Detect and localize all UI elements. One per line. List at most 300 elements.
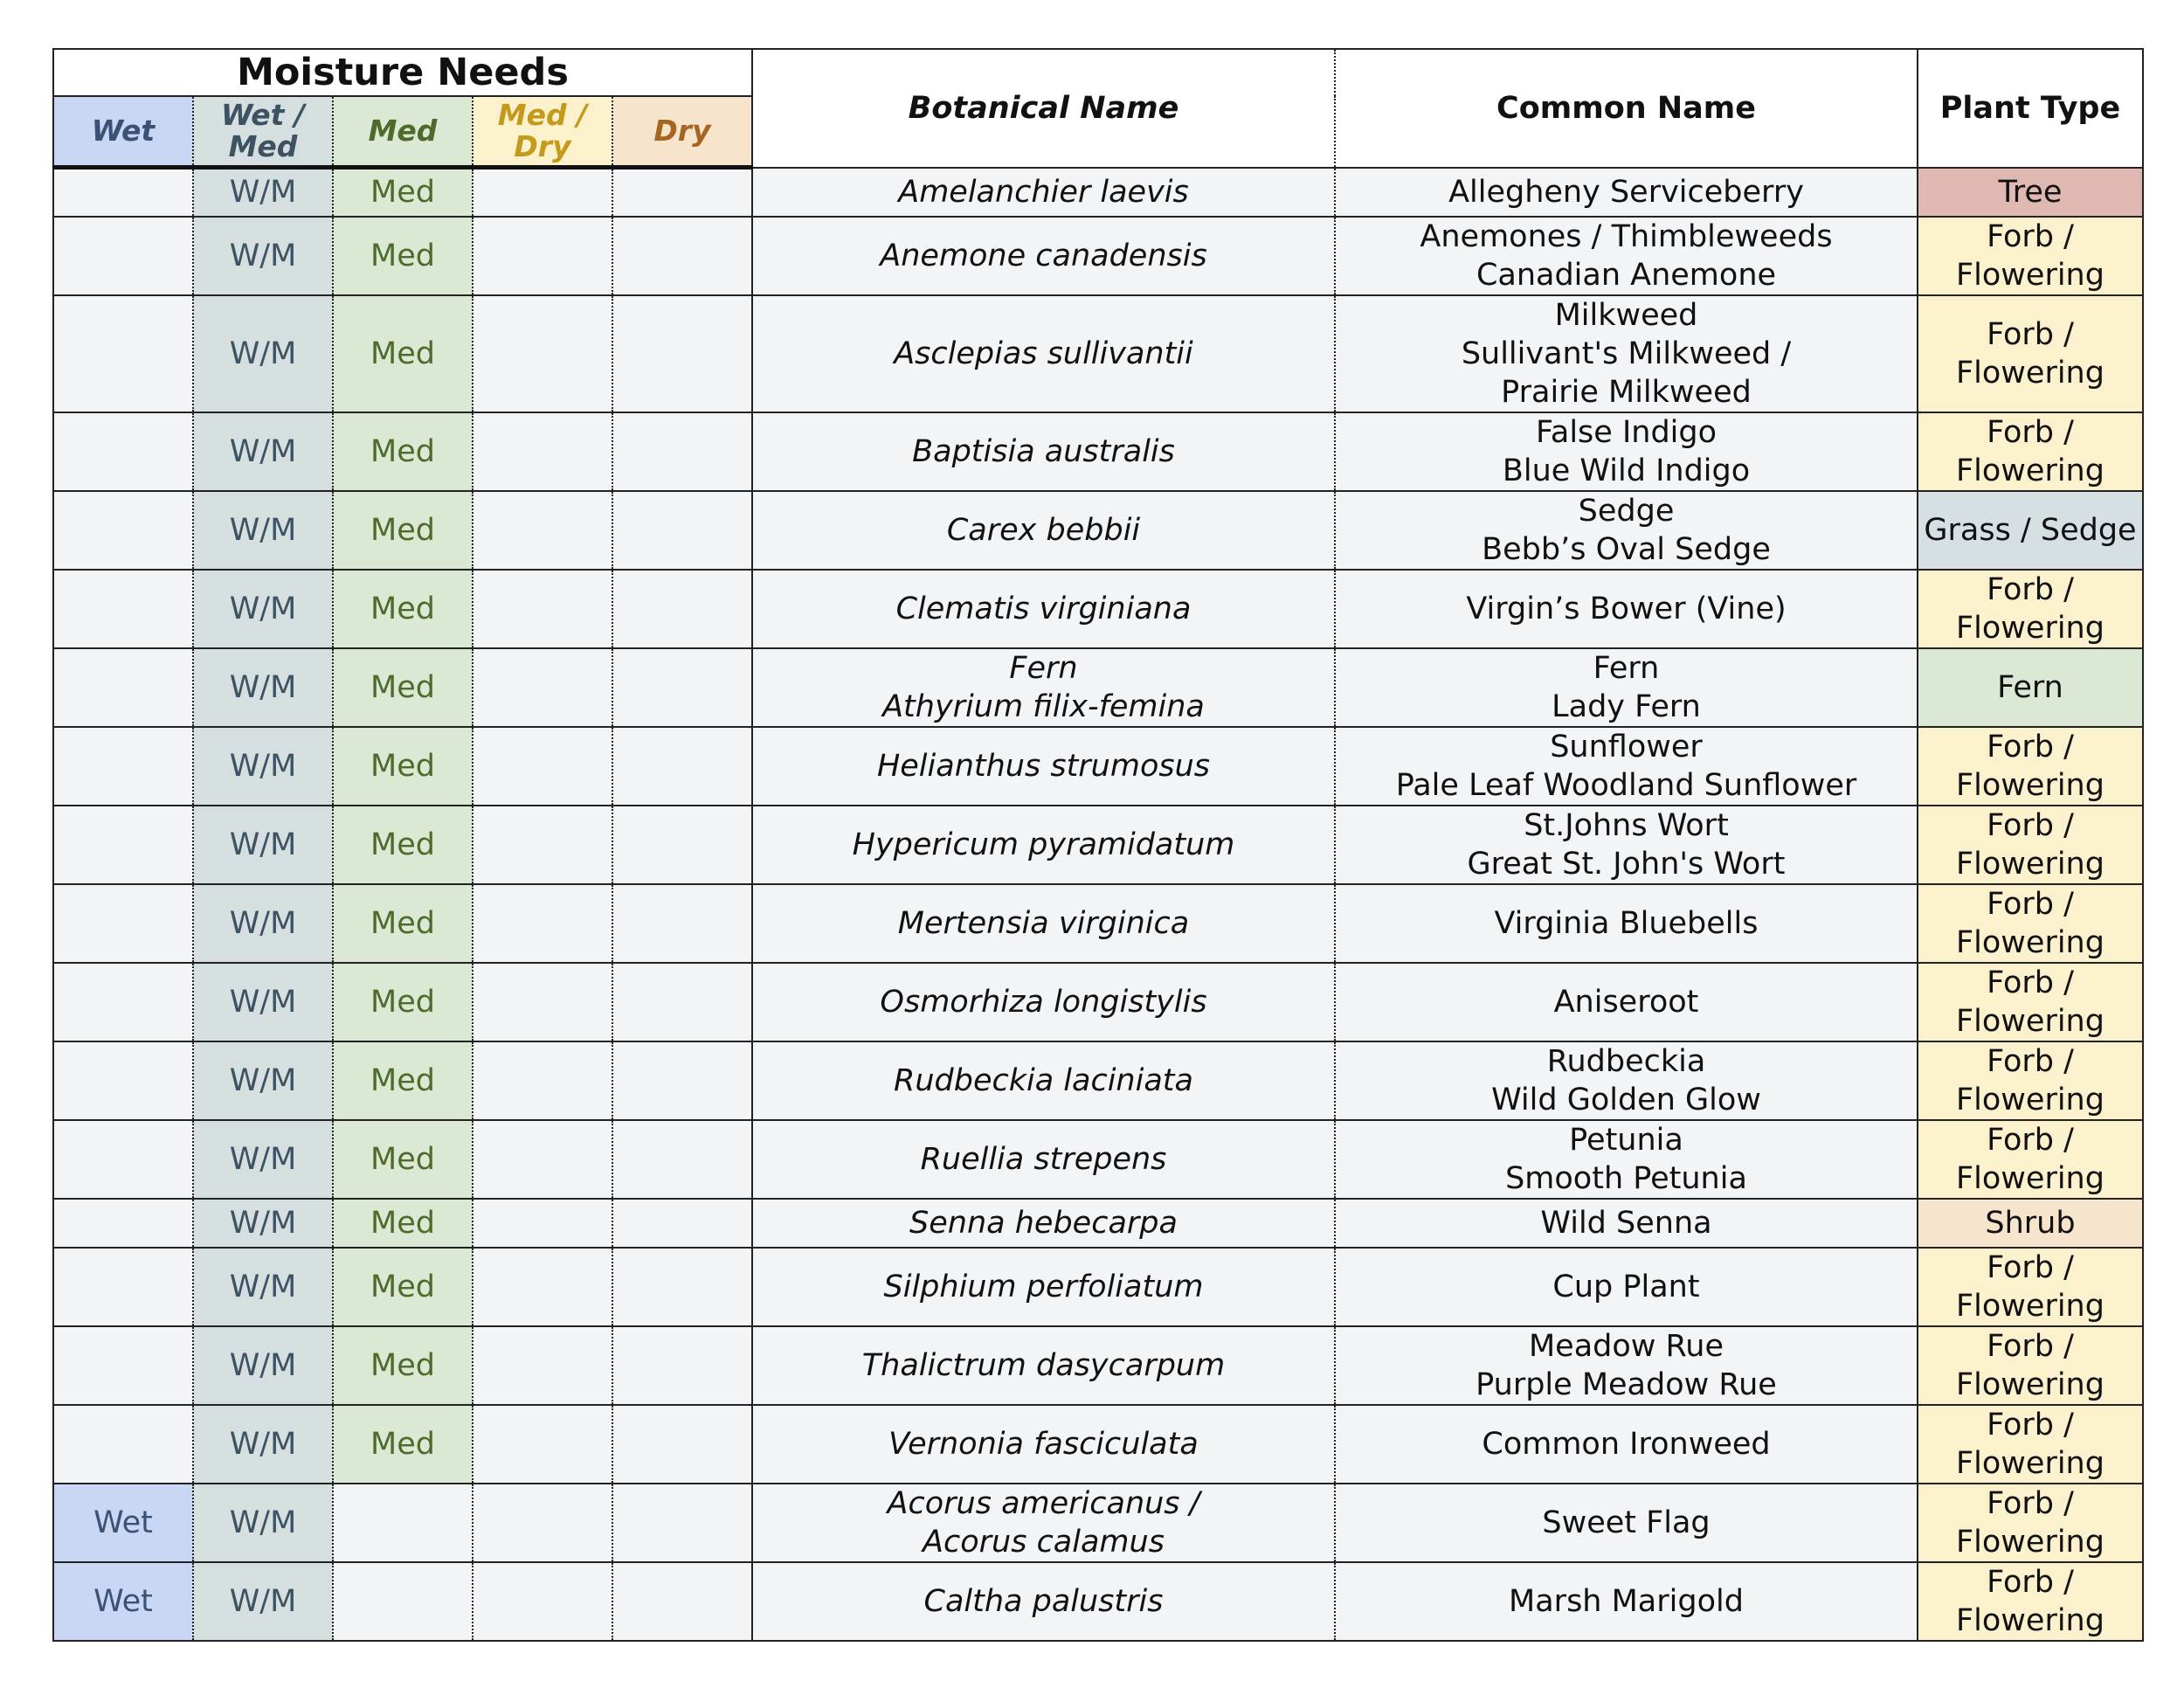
plant-type-cell-text: Flowering [1956, 610, 2105, 646]
wet-cell [53, 806, 193, 884]
med-cell [333, 1120, 473, 1199]
med-cell [333, 1041, 473, 1120]
med-cell-text: Med [370, 905, 435, 941]
med-dry-cell [473, 727, 612, 806]
dry-cell [612, 217, 752, 295]
botanical-name-cell-text: Helianthus strumosus [876, 748, 1211, 784]
common-name-cell-text: Purple Meadow Rue [1476, 1366, 1777, 1402]
common-name-cell-text: Rudbeckia [1546, 1043, 1706, 1079]
common-name-cell-text: Virgin’s Bower (Vine) [1466, 591, 1787, 626]
med-dry-cell [473, 412, 612, 491]
med-cell-text: Med [370, 1347, 435, 1383]
plant-type-cell-text: Shrub [1985, 1205, 2076, 1241]
wet-med-cell [193, 727, 333, 806]
wet-cell [53, 1199, 193, 1248]
common-name-cell [1335, 963, 1918, 1041]
med-dry-cell [473, 1484, 612, 1562]
common-name-cell [1335, 1562, 1918, 1641]
wet-cell [53, 295, 193, 412]
med-dry-cell [473, 295, 612, 412]
common-name-cell [1335, 1248, 1918, 1326]
botanical-name-cell [752, 217, 1335, 295]
plant-type-cell-text: Forb / [1987, 1407, 2074, 1442]
dry-cell [612, 295, 752, 412]
dry-cell [612, 1484, 752, 1562]
botanical-name-cell [752, 1120, 1335, 1199]
botanical-name-cell [752, 806, 1335, 884]
plant-moisture-table [52, 48, 2144, 1642]
table-row [53, 1248, 2143, 1326]
med-cell-text: Med [370, 748, 435, 784]
wet-med-cell [193, 412, 333, 491]
med-dry-cell [473, 1120, 612, 1199]
common-name-cell [1335, 1326, 1918, 1405]
plant-type-cell-text: Forb / [1987, 729, 2074, 764]
dry-cell [612, 412, 752, 491]
med-dry-cell [473, 963, 612, 1041]
plant-type-cell-text: Forb / [1987, 1249, 2074, 1285]
common-name-cell [1335, 1041, 1918, 1120]
common-name-cell-text: Allegheny Serviceberry [1448, 174, 1804, 210]
common-name-cell-text: Sunflower [1550, 729, 1703, 764]
plant-rows [53, 168, 2143, 1641]
wet-cell [53, 963, 193, 1041]
plant-type-cell [1918, 1248, 2143, 1326]
plant-type-cell-text: Flowering [1956, 1366, 2105, 1402]
common-name-cell-text: Sweet Flag [1542, 1505, 1711, 1540]
wet-cell-text: Wet [93, 1505, 153, 1540]
wet-med-cell [193, 295, 333, 412]
plant-type-cell-text: Forb / [1987, 965, 2074, 1000]
med-dry-cell [473, 1199, 612, 1248]
wet-med-cell-text: W/M [229, 1141, 297, 1177]
common-name-cell-text: Bebb’s Oval Sedge [1482, 531, 1771, 567]
wet-med-cell [193, 1405, 333, 1484]
med-dry-cell [473, 491, 612, 570]
med-cell-text: Med [370, 1269, 435, 1304]
plant-type-cell [1918, 1041, 2143, 1120]
common-name-cell-text: Virginia Bluebells [1494, 905, 1759, 941]
table-row [53, 1562, 2143, 1641]
botanical-name-cell-text: Anemone canadensis [880, 238, 1207, 273]
wet-cell [53, 1326, 193, 1405]
botanical-name-cell [752, 295, 1335, 412]
common-name-cell-text: Blue Wild Indigo [1502, 453, 1751, 488]
wet-med-cell [193, 1041, 333, 1120]
wet-med-cell-text: W/M [229, 238, 297, 273]
common-name-cell-text: Sullivant's Milkweed / [1461, 336, 1792, 371]
table-row [53, 806, 2143, 884]
med-cell [333, 1562, 473, 1641]
wet-med-cell-text: W/M [229, 669, 297, 705]
plant-type-cell [1918, 1484, 2143, 1562]
wet-cell-text: Wet [93, 1583, 153, 1619]
plant-type-cell [1918, 570, 2143, 648]
plant-type-cell-text: Flowering [1956, 355, 2105, 391]
med-cell [333, 727, 473, 806]
common-name-cell-text: Meadow Rue [1528, 1328, 1724, 1364]
med-cell [333, 295, 473, 412]
common-name-cell [1335, 884, 1918, 963]
med-cell-text: Med [370, 1141, 435, 1177]
common-name-cell-text: Wild Golden Glow [1491, 1082, 1761, 1117]
wet-cell [53, 727, 193, 806]
common-name-cell-text: Milkweed [1554, 297, 1698, 333]
common-name-cell-text: Prairie Milkweed [1501, 374, 1752, 410]
dry-cell [612, 491, 752, 570]
dry-cell [612, 1120, 752, 1199]
wet-med-cell [193, 1199, 333, 1248]
plant-type-cell-text: Flowering [1956, 1003, 2105, 1039]
med-dry-cell [473, 168, 612, 217]
med-cell-text: Med [370, 984, 435, 1020]
botanical-name-cell [752, 491, 1335, 570]
botanical-name-cell-text: Athyrium filix-femina [882, 688, 1205, 724]
common-name-cell-text: Smooth Petunia [1505, 1160, 1747, 1196]
dry-cell [612, 884, 752, 963]
wet-med-cell [193, 648, 333, 727]
plant-type-cell [1918, 1405, 2143, 1484]
med-cell-text: Med [370, 238, 435, 273]
dry-cell [612, 1405, 752, 1484]
common-name-cell-text: Common Ironweed [1482, 1426, 1771, 1462]
table-row [53, 1199, 2143, 1248]
plant-type-cell-text: Flowering [1956, 767, 2105, 803]
table-row [53, 884, 2143, 963]
wet-med-cell-text: W/M [229, 1583, 297, 1619]
plant-type-cell-text: Forb / [1987, 1564, 2074, 1600]
botanical-name-cell [752, 412, 1335, 491]
botanical-name-cell-text: Senna hebecarpa [909, 1205, 1178, 1241]
med-dry-cell [473, 884, 612, 963]
botanical-name-cell [752, 168, 1335, 217]
plant-type-cell [1918, 491, 2143, 570]
common-name-cell-text: Lady Fern [1552, 688, 1701, 724]
wet-med-cell-text: W/M [229, 748, 297, 784]
plant-type-cell [1918, 884, 2143, 963]
plant-type-cell-text: Flowering [1956, 453, 2105, 488]
common-name-cell-text: Petunia [1569, 1122, 1683, 1158]
med-cell [333, 963, 473, 1041]
med-cell-text: Med [370, 827, 435, 862]
med-cell [333, 1405, 473, 1484]
wet-med-cell [193, 168, 333, 217]
plant-type-cell-text: Flowering [1956, 1288, 2105, 1324]
table-row [53, 727, 2143, 806]
med-cell [333, 1199, 473, 1248]
wet-med-cell-text: W/M [229, 984, 297, 1020]
plant-type-cell-text: Forb / [1987, 886, 2074, 922]
dry-cell [612, 963, 752, 1041]
wet-cell [53, 1120, 193, 1199]
med-cell-text: Med [370, 433, 435, 469]
botanical-name-cell-text: Thalictrum dasycarpum [861, 1347, 1226, 1383]
table-row [53, 295, 2143, 412]
med-dry-header: Med / Dry [473, 96, 612, 168]
botanical-name-cell-text: Ruellia strepens [920, 1141, 1167, 1177]
med-cell [333, 1326, 473, 1405]
botanical-name-cell-text: Vernonia fasciculata [888, 1426, 1199, 1462]
table-row [53, 168, 2143, 217]
botanical-name-cell-text: Hypericum pyramidatum [852, 827, 1235, 862]
plant-type-cell-text: Forb / [1987, 218, 2074, 254]
wet-cell [53, 412, 193, 491]
botanical-name-cell-text: Rudbeckia laciniata [894, 1062, 1193, 1098]
botanical-name-cell [752, 1199, 1335, 1248]
plant-type-header: Plant Type [1918, 49, 2143, 168]
plant-type-cell [1918, 1326, 2143, 1405]
wet-med-cell-text: W/M [229, 905, 297, 941]
botanical-name-cell [752, 570, 1335, 648]
common-name-cell-text: Aniseroot [1553, 984, 1699, 1020]
med-cell [333, 648, 473, 727]
wet-med-cell-text: W/M [229, 1062, 297, 1098]
wet-med-cell [193, 1248, 333, 1326]
wet-med-header: Wet / Med [193, 96, 333, 168]
plant-type-cell-text: Flowering [1956, 1082, 2105, 1117]
plant-type-cell [1918, 168, 2143, 217]
plant-type-cell [1918, 295, 2143, 412]
botanical-name-cell-text: Amelanchier laevis [898, 174, 1189, 210]
common-name-cell [1335, 1120, 1918, 1199]
med-cell [333, 217, 473, 295]
dry-cell [612, 168, 752, 217]
plant-type-cell-text: Forb / [1987, 1122, 2074, 1158]
table-row [53, 1405, 2143, 1484]
wet-med-cell [193, 1484, 333, 1562]
plant-type-cell [1918, 1120, 2143, 1199]
common-name-cell-text: St.Johns Wort [1524, 807, 1729, 843]
common-name-cell [1335, 168, 1918, 217]
med-dry-cell [473, 648, 612, 727]
common-name-cell-text: Anemones / Thimbleweeds [1420, 218, 1833, 254]
med-cell-text: Med [370, 669, 435, 705]
dry-cell [612, 1199, 752, 1248]
med-cell [333, 806, 473, 884]
plant-type-cell-text: Forb / [1987, 571, 2074, 607]
common-name-cell-text: Canadian Anemone [1476, 257, 1777, 293]
plant-type-cell-text: Forb / [1987, 807, 2074, 843]
wet-med-cell [193, 963, 333, 1041]
common-name-cell [1335, 491, 1918, 570]
table-row [53, 963, 2143, 1041]
med-dry-cell [473, 1405, 612, 1484]
wet-med-cell-text: W/M [229, 1205, 297, 1241]
dry-cell [612, 1562, 752, 1641]
botanical-name-cell-text: Asclepias sullivantii [894, 336, 1193, 371]
plant-type-cell-text: Flowering [1956, 1160, 2105, 1196]
table-row [53, 648, 2143, 727]
common-name-header: Common Name [1335, 49, 1918, 168]
med-cell [333, 884, 473, 963]
moisture-needs-title: Moisture Needs [53, 49, 752, 96]
plant-type-cell-text: Forb / [1987, 1485, 2074, 1521]
wet-med-cell-text: W/M [229, 175, 297, 211]
botanical-name-cell [752, 1326, 1335, 1405]
wet-med-cell-text: W/M [229, 827, 297, 862]
table-row [53, 217, 2143, 295]
table-row [53, 412, 2143, 491]
botanical-name-cell-text: Clematis virginiana [895, 591, 1192, 626]
wet-cell [53, 1248, 193, 1326]
med-dry-cell [473, 1326, 612, 1405]
common-name-cell-text: Pale Leaf Woodland Sunflower [1395, 767, 1857, 803]
common-name-cell [1335, 727, 1918, 806]
med-header: Med [333, 96, 473, 168]
wet-cell [53, 884, 193, 963]
wet-med-cell-text: W/M [229, 1505, 297, 1540]
wet-cell [53, 1484, 193, 1562]
wet-med-cell [193, 1562, 333, 1641]
med-cell [333, 1484, 473, 1562]
table-row [53, 1041, 2143, 1120]
botanical-name-cell-text: Carex bebbii [946, 512, 1141, 548]
dry-cell [612, 727, 752, 806]
wet-cell [53, 648, 193, 727]
plant-type-cell-text: Tree [1998, 174, 2063, 210]
med-cell-text: Med [370, 591, 435, 626]
plant-type-cell [1918, 217, 2143, 295]
botanical-name-cell-text: Mertensia virginica [897, 905, 1190, 941]
plant-type-cell [1918, 1199, 2143, 1248]
med-cell [333, 168, 473, 217]
table-row [53, 491, 2143, 570]
botanical-name-header: Botanical Name [752, 49, 1335, 168]
wet-cell [53, 1041, 193, 1120]
table-row [53, 1484, 2143, 1562]
wet-med-cell [193, 1120, 333, 1199]
plant-type-cell-text: Flowering [1956, 257, 2105, 293]
botanical-name-cell [752, 727, 1335, 806]
common-name-cell [1335, 570, 1918, 648]
dry-cell [612, 1041, 752, 1120]
wet-med-cell-text: W/M [229, 1347, 297, 1383]
wet-med-cell-text: W/M [229, 1269, 297, 1304]
med-cell [333, 412, 473, 491]
plant-type-cell-text: Forb / [1987, 316, 2074, 352]
botanical-name-cell-text: Caltha palustris [923, 1583, 1164, 1619]
med-dry-cell [473, 1041, 612, 1120]
wet-med-cell [193, 570, 333, 648]
wet-cell [53, 491, 193, 570]
common-name-cell [1335, 648, 1918, 727]
common-name-cell-text: Wild Senna [1540, 1205, 1712, 1241]
common-name-cell-text: Sedge [1578, 493, 1675, 529]
wet-cell [53, 570, 193, 648]
botanical-name-cell [752, 1248, 1335, 1326]
med-cell-text: Med [370, 1205, 435, 1241]
plant-type-cell-text: Flowering [1956, 846, 2105, 882]
med-cell [333, 570, 473, 648]
plant-type-cell [1918, 963, 2143, 1041]
plant-type-cell-text: Forb / [1987, 414, 2074, 450]
plant-type-cell [1918, 727, 2143, 806]
wet-med-cell [193, 491, 333, 570]
wet-med-cell [193, 806, 333, 884]
med-cell-text: Med [370, 175, 435, 211]
table-row [53, 1326, 2143, 1405]
plant-type-cell-text: Forb / [1987, 1328, 2074, 1364]
common-name-cell-text: Fern [1593, 650, 1660, 686]
plant-type-cell [1918, 1562, 2143, 1641]
wet-cell [53, 1562, 193, 1641]
plant-type-cell-text: Flowering [1956, 924, 2105, 960]
common-name-cell-text: Cup Plant [1552, 1269, 1700, 1304]
plant-type-cell-text: Flowering [1956, 1445, 2105, 1481]
dry-cell [612, 1248, 752, 1326]
med-dry-cell [473, 806, 612, 884]
med-dry-cell [473, 1562, 612, 1641]
plant-type-cell-text: Flowering [1956, 1602, 2105, 1638]
common-name-cell [1335, 412, 1918, 491]
botanical-name-cell [752, 963, 1335, 1041]
botanical-name-cell-text: Baptisia australis [912, 433, 1175, 469]
plant-type-cell-text: Flowering [1956, 1524, 2105, 1560]
dry-cell [612, 806, 752, 884]
wet-med-cell-text: W/M [229, 512, 297, 548]
table-row [53, 1120, 2143, 1199]
botanical-name-cell [752, 884, 1335, 963]
wet-header: Wet [53, 96, 193, 168]
common-name-cell-text: False Indigo [1535, 414, 1717, 450]
plant-type-cell-text: Fern [1997, 669, 2063, 705]
dry-cell [612, 570, 752, 648]
med-cell [333, 491, 473, 570]
common-name-cell [1335, 806, 1918, 884]
med-cell-text: Med [370, 336, 435, 371]
botanical-name-cell [752, 1041, 1335, 1120]
botanical-name-cell [752, 648, 1335, 727]
plant-type-cell-text: Grass / Sedge [1924, 512, 2137, 548]
common-name-cell [1335, 1484, 1918, 1562]
plant-type-cell [1918, 648, 2143, 727]
dry-header: Dry [612, 96, 752, 168]
common-name-cell-text: Marsh Marigold [1509, 1583, 1744, 1619]
wet-med-cell [193, 217, 333, 295]
wet-cell [53, 1405, 193, 1484]
botanical-name-cell-text: Acorus calamus [923, 1524, 1165, 1560]
wet-med-cell [193, 1326, 333, 1405]
wet-med-cell-text: W/M [229, 336, 297, 371]
dry-cell [612, 1326, 752, 1405]
wet-cell [53, 217, 193, 295]
med-dry-cell [473, 570, 612, 648]
botanical-name-cell-text: Osmorhiza longistylis [880, 984, 1207, 1020]
botanical-name-cell [752, 1562, 1335, 1641]
med-cell-text: Med [370, 512, 435, 548]
table-row [53, 570, 2143, 648]
common-name-cell-text: Great St. John's Wort [1467, 846, 1786, 882]
botanical-name-cell-text: Silphium perfoliatum [883, 1269, 1204, 1304]
med-dry-cell [473, 1248, 612, 1326]
botanical-name-cell-text: Fern [1009, 650, 1078, 686]
plant-type-cell [1918, 806, 2143, 884]
common-name-cell [1335, 295, 1918, 412]
common-name-cell [1335, 217, 1918, 295]
botanical-name-cell [752, 1484, 1335, 1562]
med-cell-text: Med [370, 1426, 435, 1462]
med-dry-cell [473, 217, 612, 295]
plant-type-cell [1918, 412, 2143, 491]
table-header [53, 49, 2143, 168]
med-cell-text: Med [370, 1062, 435, 1098]
botanical-name-cell-text: Acorus americanus / [887, 1485, 1200, 1521]
wet-med-cell-text: W/M [229, 1426, 297, 1462]
common-name-cell [1335, 1405, 1918, 1484]
common-name-cell [1335, 1199, 1918, 1248]
wet-cell [53, 168, 193, 217]
plant-type-cell-text: Forb / [1987, 1043, 2074, 1079]
